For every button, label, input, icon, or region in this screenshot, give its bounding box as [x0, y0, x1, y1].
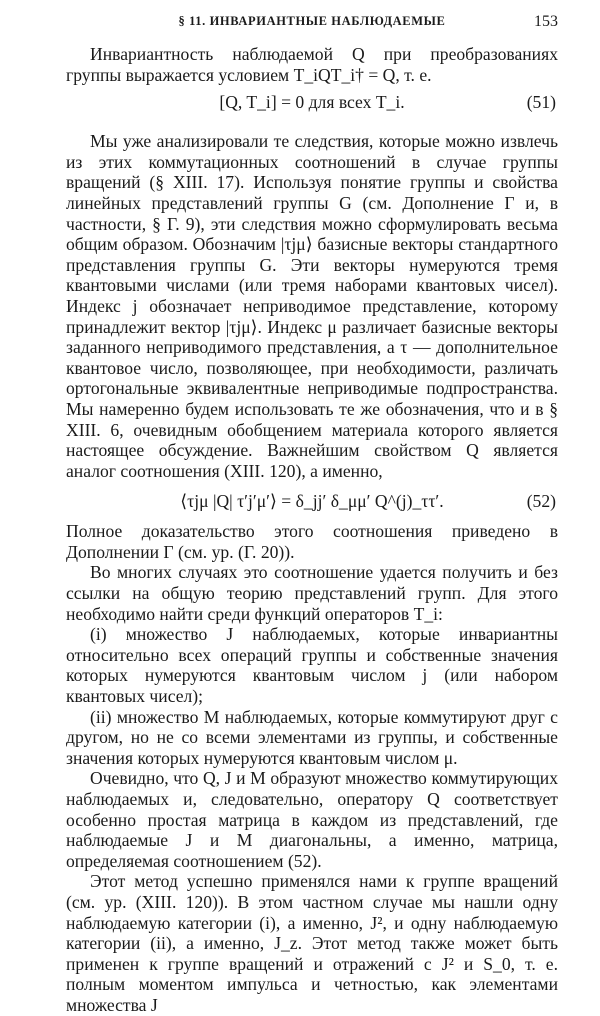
running-head: § 11. ИНВАРИАНТНЫЕ НАБЛЮДАЕМЫЕ: [178, 14, 446, 28]
paragraph-obviously: Очевидно, что Q, J и M образуют множество коммутирующих наблюдаемых и, следовательно, оператору Q соответствует особенно простая матрица в каждом из представлений, где наблюдаемые J и M диагональны, а именно, матрица, определяемая соотношением (52).: [66, 768, 558, 871]
page-body: [66, 44, 558, 1016]
paragraph-many-cases: Во многих случаях это соотношение удается получить и без ссылки на общую теорию представлений групп. Для этого необходимо найти среди функций операторов T_i:: [66, 562, 558, 624]
equation-52-number: (52): [526, 491, 556, 512]
equation-51-number: (51): [526, 92, 556, 113]
paragraph-invariance: Инвариантность наблюдаемой Q при преобразованиях группы выражается условием T_iQT_i† = Q, т. е.: [66, 44, 558, 85]
paragraph-proof: Полное доказательство этого соотношения приведено в Дополнении Г (см. ур. (Г. 20)).: [66, 521, 558, 562]
equation-51-expression: [Q, T_i] = 0 для всех T_i.: [219, 92, 405, 113]
spacer: [66, 119, 558, 131]
paragraph-commutation: Мы уже анализировали те следствия, которые можно извлечь из этих коммутационных соотношений в случае группы вращений (§ XIII. 17). Используя понятие группы и свойства линейных представлений группы G (см. Дополнение Г и, в частности, § Г. 9), эти следствия можно сформулировать весьма общим образом. Обозначим |τjμ⟩ базисные векторы стандартного представления группы G. Эти векторы нумеруются тремя квантовыми числами (или тремя наборами квантовых чисел). Индекс j обозначает неприводимое представление, которому принадлежит вектор |τjμ⟩. Индекс μ различает базисные векторы заданного неприводимого представления, а τ — дополнительное квантовое число, позволяющее, при необходимости, различать ортогональные эквивалентные неприводимые подпространства. Мы намеренно будем использовать те же обозначения, что и в § XIII. 6, очевидным обобщением материала которого является настоящее обсуждение. Важнейшим свойством Q является аналог соотношения (XIII. 120), а именно,: [66, 131, 558, 481]
equation-52: [66, 481, 558, 521]
equation-52-expression: ⟨τjμ |Q| τ′j′μ′⟩ = δ_jj′ δ_μμ′ Q^(j)_ττ′.: [180, 491, 444, 512]
paragraph-item-i: (i) множество J наблюдаемых, которые инвариантны относительно всех операций группы и собственные значения которых нумеруются квантовым числом j (или набором квантовых чисел);: [66, 624, 558, 707]
paragraph-method: Этот метод успешно применялся нами к группе вращений (см. ур. (XIII. 120)). В этом частном случае мы нашли одну наблюдаемую категории (i), а именно, J², и одну наблюдаемую категории (ii), а именно, J_z. Этот метод также может быть применен к группе вращений и отражений с J² и S_0, т. е. полным моментом импульса и четностью, как элементами множества J: [66, 871, 558, 1015]
paragraph-item-ii: (ii) множество M наблюдаемых, которые коммутируют друг с другом, но не со всеми элементами из группы, и собственные значения которых нумеруются квантовым числом μ.: [66, 706, 558, 768]
equation-51: [66, 85, 558, 119]
page-number: 153: [534, 13, 558, 30]
page-header: [66, 14, 558, 42]
